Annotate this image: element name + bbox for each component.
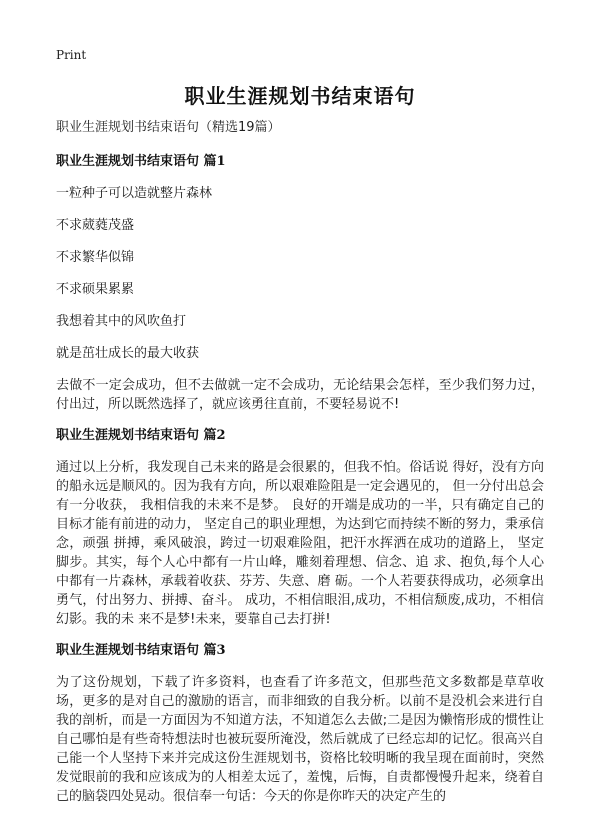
- section-paragraph: 通过以上分析，我发现自己未来的路是会很累的，但我不怕。俗话说 得好，没有方向的船永远是顺风的。因为我有方向，所以艰难险阻是一定会遇见的， 但一分付出总会有一分收获， 我相信我的未来不是梦。 良好的开端是成功的一半，只有确定自己的目标才能有前进的动力， 坚定自己的职业理想，为达到它而持续不断的努力，秉承信念，顽强 拼搏，乘风破浪，跨过一切艰难险阻，把汗水挥洒在成功的道路上， 坚定脚步。其实，每个人心中都有一片山峰，雕刻着理想、信念、追 求、抱负,每个人心中都有一片森林，承载着收获、芬芳、失意、磨 砺。一个人若要获得成功，必须拿出勇气，付出努力、拼搏、奋斗。 成功，不相信眼泪,成功，不相信颓废,成功，不相信幻影。我的未 来不是梦!未来，要靠自己去打拼!: [56, 460, 544, 627]
- print-link[interactable]: Print: [56, 48, 87, 62]
- section-heading: 职业生涯规划书结束语句 篇3: [56, 643, 226, 658]
- poem-line: 不求葳蕤茂盛: [56, 218, 135, 233]
- section-2: [56, 426, 544, 629]
- section-1: [56, 152, 544, 414]
- poem-line: 我想着其中的风吹鱼打: [56, 314, 187, 329]
- poem-line: 就是茁壮成长的最大收获: [56, 346, 200, 361]
- document-body: [56, 118, 544, 818]
- section-heading: 职业生涯规划书结束语句 篇1: [56, 154, 226, 169]
- section-paragraph: 去做不一定会成功，但不去做就一定不会成功，无论结果会怎样，至少我们努力过，付出过，所以既然选择了，就应该勇往直前，不要轻易说不!: [56, 378, 544, 412]
- document-subtitle: 职业生涯规划书结束语句（精选19篇）: [56, 120, 281, 135]
- poem-line: 不求硕果累累: [56, 282, 135, 297]
- section-heading: 职业生涯规划书结束语句 篇2: [56, 428, 226, 443]
- section-paragraph: 为了这份规划，下载了许多资料，也查看了许多范文，但那些范文多数都是草草收场，更多的是对自己的激励的语言，而非细致的自我分析。以前不是没机会来进行自我的剖析，而是一方面因为不知道方法，不知道怎么去做;二是因为懒惰形成的惯性让自己哪怕是有些奇特想法时也被玩耍所淹没，然后就成了已经忘却的记忆。很高兴自己能一个人坚持下来并完成这份生涯规划书，资格比较明晰的我呈现在面前时，突然发觉眼前的我和应该成为的人相差太远了，羞愧，后悔，自责都慢慢升起来，绕着自己的脑袋四处晃动。很信奉一句话：今天的你是你昨天的决定产生的: [56, 675, 544, 804]
- poem-line: 一粒种子可以造就整片森林: [56, 186, 213, 201]
- poem-line: 不求繁华似锦: [56, 250, 135, 265]
- page-title: 职业生涯规划书结束语句: [184, 84, 416, 108]
- section-3: [56, 641, 544, 806]
